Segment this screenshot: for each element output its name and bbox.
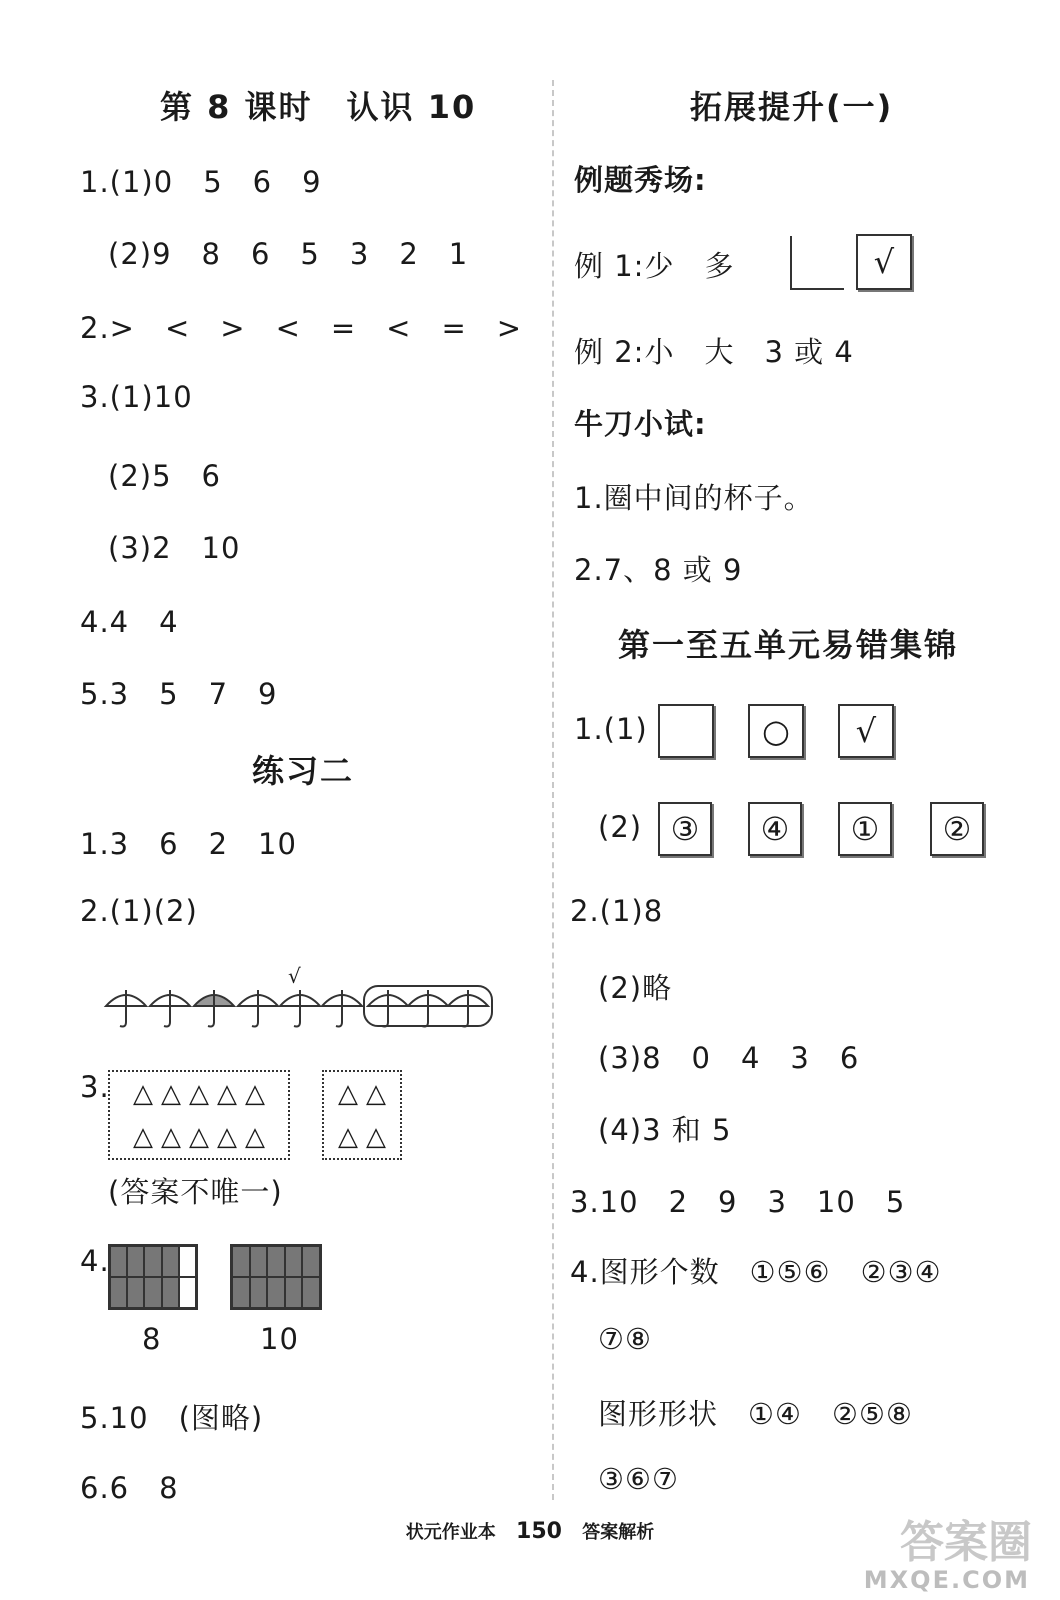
p1: 1.3 6 2 10 xyxy=(80,827,297,861)
e2-2: (2)略 xyxy=(598,971,673,1005)
practice-title: 练习二 xyxy=(252,752,355,790)
p4-label: 4. xyxy=(80,1244,110,1278)
p3-label: 3. xyxy=(80,1070,110,1104)
p3-note: (答案不唯一) xyxy=(108,1175,283,1209)
e1-2-label: (2) xyxy=(598,810,643,844)
triangle-group-10: △ △ △ △ △ △ △ △ △ △ xyxy=(108,1070,290,1160)
example-2: 例 2:小 大 3 或 4 xyxy=(574,335,854,369)
q3-2: (2)5 6 xyxy=(108,459,221,493)
e1-1-label: 1.(1) xyxy=(574,712,648,746)
example-1-check-box: √ xyxy=(856,234,912,290)
e4-1: 4.图形个数 ①⑤⑥ ②③④ xyxy=(570,1255,942,1289)
q2: 2.> < > < = < = > xyxy=(80,311,523,345)
try-2: 2.7、8 或 9 xyxy=(574,553,743,587)
grid-8 xyxy=(108,1244,198,1310)
p4-left: 8 xyxy=(142,1322,162,1356)
e1-box-2: ○ xyxy=(748,704,804,758)
e4-2: ⑦⑧ xyxy=(598,1322,652,1356)
e3: 3.10 2 9 3 10 5 xyxy=(570,1185,906,1219)
lesson-title: 第 8 课时 认识 10 xyxy=(160,88,477,126)
column-divider xyxy=(552,80,554,1500)
q1-1: 1.(1)0 5 6 9 xyxy=(80,165,322,199)
e4-3: 图形形状 ①④ ②⑤⑧ xyxy=(598,1397,913,1431)
q5: 5.3 5 7 9 xyxy=(80,677,278,711)
footer-brand: 状元作业本 xyxy=(405,1522,496,1543)
watermark-logo: 答案圈 xyxy=(900,1517,1032,1568)
q1-2: (2)9 8 6 5 3 2 1 xyxy=(108,237,469,271)
umbrella-check-mark: √ xyxy=(288,964,301,988)
e1-box-3: √ xyxy=(838,704,894,758)
example-section: 例题秀场: xyxy=(574,163,707,197)
e1-box-1 xyxy=(658,704,714,758)
p2: 2.(1)(2) xyxy=(80,894,198,928)
extension-title: 拓展提升(一) xyxy=(690,88,894,126)
footer-section: 答案解析 xyxy=(582,1522,655,1543)
triangle-group-4: △ △ △ △ xyxy=(322,1070,402,1160)
e1-2-box-1: ③ xyxy=(658,802,712,856)
p6: 6.6 8 xyxy=(80,1471,179,1505)
p5: 5.10 (图略) xyxy=(80,1401,264,1435)
practice-section: 牛刀小试: xyxy=(574,407,707,441)
p4-right: 10 xyxy=(260,1322,299,1356)
e4-4: ③⑥⑦ xyxy=(598,1462,679,1496)
q3-3: (3)2 10 xyxy=(108,531,241,565)
errors-title: 第一至五单元易错集锦 xyxy=(618,626,959,664)
e2-4: (4)3 和 5 xyxy=(598,1113,732,1147)
q4: 4.4 4 xyxy=(80,605,179,639)
e1-2-box-4: ② xyxy=(930,802,984,856)
example-1: 例 1:少 多 xyxy=(574,249,735,283)
q3-1: 3.(1)10 xyxy=(80,380,193,414)
example-1-empty-box xyxy=(790,236,844,290)
e1-2-box-2: ④ xyxy=(748,802,802,856)
watermark-url: MXQE.COM xyxy=(863,1566,1030,1594)
page-number: 150 xyxy=(516,1519,562,1544)
e2-3: (3)8 0 4 3 6 xyxy=(598,1041,860,1075)
e2-1: 2.(1)8 xyxy=(570,894,664,928)
grid-10 xyxy=(230,1244,322,1310)
try-1: 1.圈中间的杯子。 xyxy=(574,481,814,515)
umbrella-row-icon xyxy=(100,984,500,1032)
e1-2-box-3: ① xyxy=(838,802,892,856)
